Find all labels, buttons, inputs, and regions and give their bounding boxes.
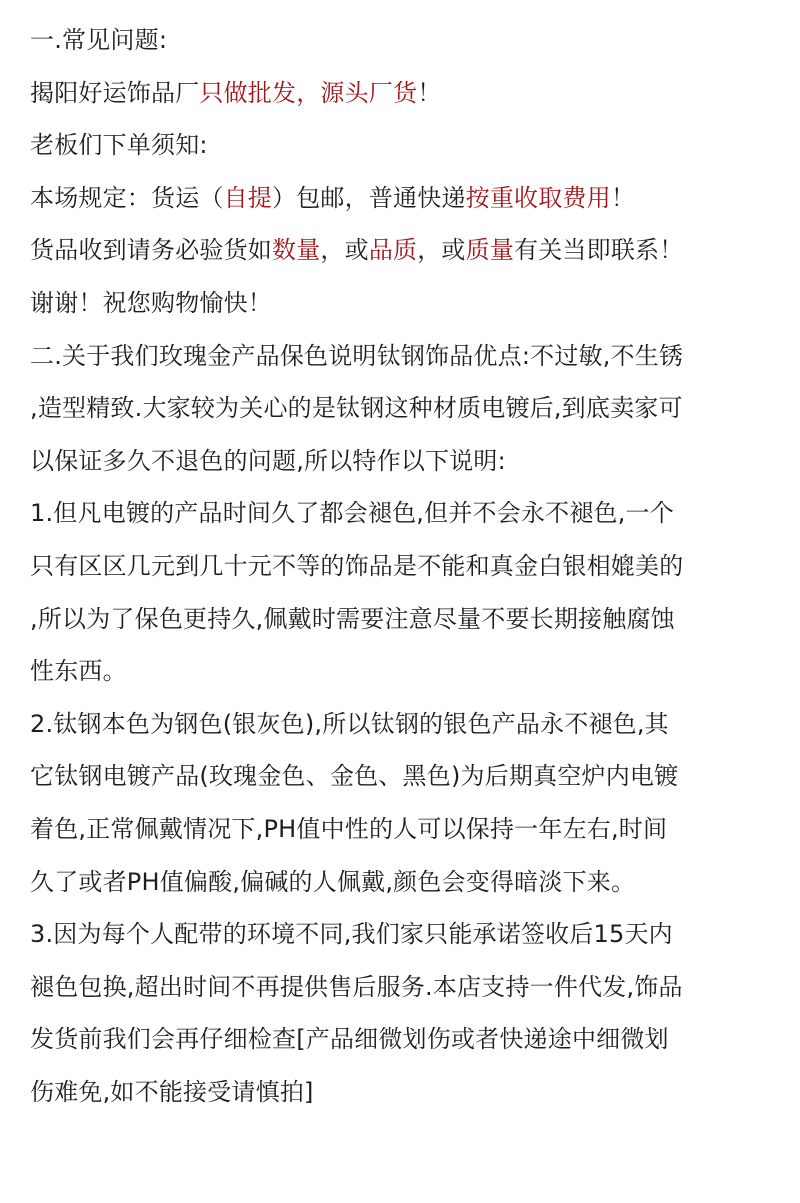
text-segment: 着色,正常佩戴情况下,PH值中性的人可以保持一年左右,时间	[30, 814, 668, 843]
point-two-line-1	[30, 698, 776, 751]
shipping-rule-line	[30, 172, 776, 225]
point-two-line-3	[30, 803, 776, 856]
order-notice-heading-line	[30, 119, 776, 172]
highlight-segment: 品质	[368, 236, 418, 265]
text-segment: 3.因为每个人配带的环境不同,我们家只能承诺签收后15天内	[30, 920, 673, 949]
section-two-line-2	[30, 382, 776, 435]
text-segment: 以保证多久不退色的问题,所以特作以下说明:	[30, 446, 506, 475]
point-three-line-1	[30, 908, 776, 961]
text-segment: 二.关于我们玫瑰金产品保色说明钛钢饰品优点:不过敏,不生锈	[30, 341, 684, 370]
factory-wholesale-line	[30, 67, 776, 120]
text-segment: 伤难免,如不能接受请慎拍]	[30, 1077, 314, 1106]
text-segment: 发货前我们会再仔细检查[产品细微划伤或者快递途中细微划	[30, 1025, 669, 1054]
text-segment: ！	[417, 78, 442, 107]
point-three-line-3	[30, 1013, 776, 1066]
section-two-line-1	[30, 330, 776, 383]
text-segment: 揭阳好运饰品厂	[30, 78, 200, 107]
text-segment: 性东西。	[30, 657, 127, 686]
text-segment: 老板们下单须知:	[30, 131, 208, 160]
highlight-segment: 自提	[223, 183, 273, 212]
highlight-segment: 质量	[465, 236, 515, 265]
text-segment: 货品收到请务必验货如	[30, 236, 272, 265]
text-segment: ,造型精致.大家较为关心的是钛钢这种材质电镀后,到底卖家可	[30, 394, 683, 423]
text-segment: ！	[610, 183, 636, 212]
point-two-line-2	[30, 750, 776, 803]
text-segment: 有关当即联系！	[514, 236, 684, 265]
text-segment: 谢谢！祝您购物愉快！	[30, 288, 272, 317]
inspection-rule-line	[30, 224, 776, 277]
point-one-line-3	[30, 593, 776, 646]
text-segment: ，或	[320, 236, 369, 265]
highlight-segment: 只做批发，源头厂货	[199, 78, 418, 107]
point-three-line-4	[30, 1066, 776, 1119]
section-two-line-3	[30, 435, 776, 488]
point-one-line-4	[30, 645, 776, 698]
text-segment: ）包邮，普通快递	[272, 183, 466, 212]
text-segment: 1.但凡电镀的产品时间久了都会褪色,但并不会永不褪色,一个	[30, 499, 674, 528]
faq-heading-line	[30, 14, 776, 67]
text-segment: 只有区区几元到几十元不等的饰品是不能和真金白银相媲美的	[30, 551, 684, 580]
point-three-line-2	[30, 961, 776, 1014]
highlight-segment: 按重收取费用	[465, 183, 611, 212]
thanks-line	[30, 277, 776, 330]
point-one-line-1	[30, 487, 776, 540]
point-two-line-4	[30, 856, 776, 909]
text-segment: 褪色包换,超出时间不再提供售后服务.本店支持一件代发,饰品	[30, 972, 683, 1001]
text-segment: ,所以为了保色更持久,佩戴时需要注意尽量不要长期接触腐蚀	[30, 604, 675, 633]
text-segment: 它钛钢电镀产品(玫瑰金色、金色、黑色)为后期真空炉内电镀	[30, 762, 679, 791]
text-segment: 久了或者PH值偏酸,偏碱的人佩戴,颜色会变得暗淡下来。	[30, 867, 636, 896]
point-one-line-2	[30, 540, 776, 593]
text-segment: 一.常见问题:	[30, 26, 168, 54]
text-segment: 本场规定：货运（	[30, 183, 224, 212]
text-segment: 2.钛钢本色为钢色(银灰色),所以钛钢的银色产品永不褪色,其	[30, 709, 669, 738]
text-segment: ，或	[417, 236, 466, 265]
highlight-segment: 数量	[272, 236, 321, 265]
